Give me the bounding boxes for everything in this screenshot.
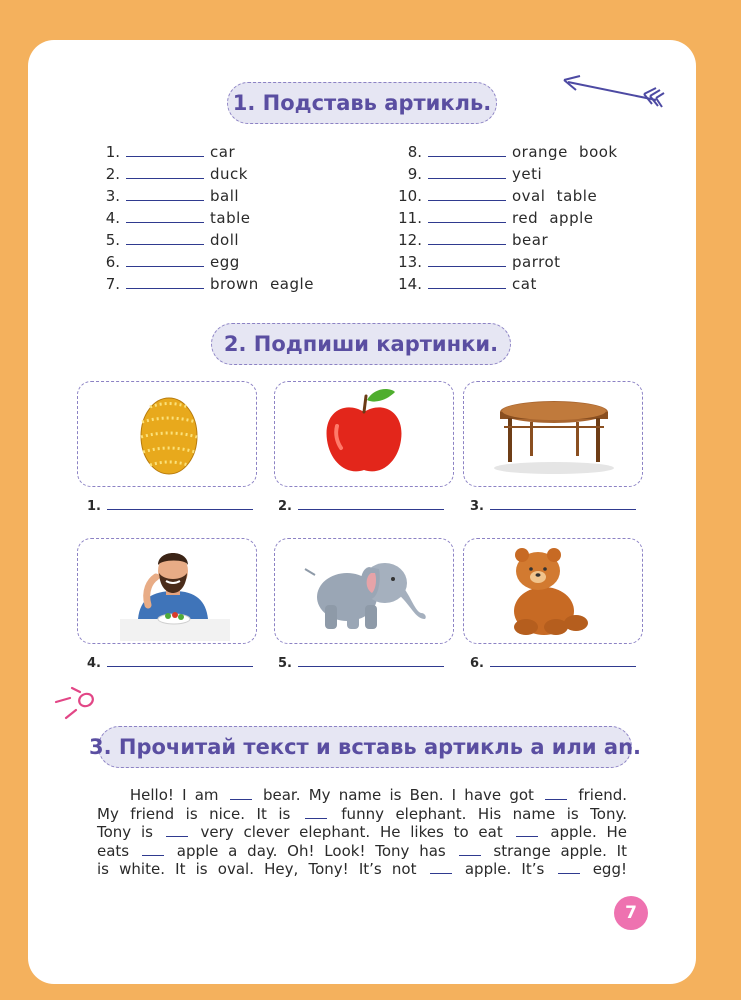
answer-blank[interactable] [126, 209, 204, 223]
list-item [92, 164, 248, 184]
text-segment: eats [97, 841, 130, 860]
answer-blank[interactable] [107, 497, 253, 510]
text-segment: apple. He [550, 823, 628, 841]
answer-blank[interactable] [126, 253, 204, 267]
answer-blank[interactable] [126, 143, 204, 157]
answer-blank[interactable] [298, 497, 444, 510]
picture-label [470, 497, 636, 515]
list-item [394, 274, 537, 294]
section1-title: 1. Подставь артикль. [227, 82, 497, 124]
text-segment: apple a day. Oh! Look! Tony has [176, 841, 446, 860]
item-word: table [210, 209, 251, 227]
list-item [92, 186, 239, 206]
item-number: 5. [105, 231, 120, 249]
picture-label [278, 497, 444, 515]
picture-card-apple [274, 381, 454, 487]
item-word: egg [210, 253, 240, 271]
article-blank[interactable] [516, 824, 538, 837]
item-number: 10. [398, 187, 422, 205]
answer-blank[interactable] [490, 654, 636, 667]
red-apple-icon [275, 382, 455, 488]
answer-blank[interactable] [126, 231, 204, 245]
item-word: yeti [512, 165, 543, 183]
text-segment: bear. My name is Ben. I have got [262, 786, 534, 804]
label-number: 4. [87, 656, 101, 671]
picture-label [87, 497, 253, 515]
label-number: 6. [470, 656, 484, 671]
answer-blank[interactable] [428, 143, 506, 157]
item-word: duck [210, 165, 248, 183]
article-blank[interactable] [558, 861, 580, 874]
label-number: 5. [278, 656, 292, 671]
golden-egg-icon [78, 382, 258, 488]
picture-label [278, 654, 444, 672]
list-item [394, 142, 618, 162]
page-number-badge: 7 [614, 896, 648, 930]
article-blank[interactable] [230, 787, 252, 800]
item-number: 4. [105, 209, 120, 227]
list-item [92, 142, 235, 162]
article-blank[interactable] [166, 824, 188, 837]
picture-label [470, 654, 636, 672]
label-number: 2. [278, 499, 292, 514]
picture-card-egg [77, 381, 257, 487]
item-number: 8. [407, 143, 422, 161]
answer-blank[interactable] [428, 165, 506, 179]
text-segment: apple. It’s [464, 860, 545, 878]
article-blank[interactable] [305, 806, 327, 819]
item-number: 12. [398, 231, 422, 249]
answer-blank[interactable] [126, 165, 204, 179]
text-segment: egg! [592, 860, 627, 878]
picture-card-elephant [274, 538, 454, 644]
answer-blank[interactable] [126, 275, 204, 289]
item-word: ball [210, 187, 240, 205]
label-number: 3. [470, 499, 484, 514]
answer-blank[interactable] [107, 654, 253, 667]
list-item [394, 186, 597, 206]
item-number: 3. [105, 187, 120, 205]
label-number: 1. [87, 499, 101, 514]
item-number: 2. [105, 165, 120, 183]
item-number: 6. [105, 253, 120, 271]
list-item [92, 252, 240, 272]
text-line [97, 842, 627, 861]
item-word: parrot [512, 253, 561, 271]
item-word: orange book [512, 143, 618, 161]
text-line [97, 823, 627, 842]
text-line [97, 786, 627, 805]
list-item [394, 230, 548, 250]
section2-title: 2. Подпиши картинки. [211, 323, 511, 365]
bear-icon [464, 539, 644, 645]
item-word: cat [512, 275, 537, 293]
item-word: brown eagle [210, 275, 314, 293]
item-number: 11. [398, 209, 422, 227]
text-segment: Hello! I am [129, 786, 219, 804]
text-segment: is white. It is oval. Hey, Tony! It’s not [97, 860, 417, 878]
item-word: red apple [512, 209, 594, 227]
item-word: oval table [512, 187, 598, 205]
answer-blank[interactable] [490, 497, 636, 510]
sparkle-icon [52, 684, 102, 726]
text-line [97, 805, 627, 824]
man-eating-icon [78, 539, 258, 645]
picture-card-bear [463, 538, 643, 644]
list-item [394, 208, 594, 228]
item-number: 14. [398, 275, 422, 293]
answer-blank[interactable] [428, 231, 506, 245]
article-blank[interactable] [430, 861, 452, 874]
item-word: bear [512, 231, 549, 249]
answer-blank[interactable] [126, 187, 204, 201]
item-number: 13. [398, 253, 422, 271]
picture-label [87, 654, 253, 672]
reading-text [97, 786, 627, 879]
article-blank[interactable] [142, 843, 164, 856]
list-item [394, 164, 542, 184]
list-item [92, 208, 251, 228]
list-item [92, 230, 239, 250]
picture-card-table [463, 381, 643, 487]
answer-blank[interactable] [428, 187, 506, 201]
item-number: 9. [407, 165, 422, 183]
section3-title: 3. Прочитай текст и вставь артикль a или an. [98, 726, 632, 768]
text-segment: friend. [578, 786, 627, 804]
article-blank[interactable] [545, 787, 567, 800]
text-segment: very clever elephant. He likes to eat [200, 823, 503, 841]
text-line [97, 860, 627, 879]
item-number: 1. [105, 143, 120, 161]
round-table-icon [464, 382, 644, 488]
text-segment: My friend is nice. It is [97, 804, 291, 823]
answer-blank[interactable] [298, 654, 444, 667]
list-item [92, 274, 314, 294]
item-word: doll [210, 231, 240, 249]
text-segment: strange apple. It [493, 841, 627, 860]
elephant-icon [275, 539, 455, 645]
item-number: 7. [105, 275, 120, 293]
text-segment: Tony is [97, 823, 153, 841]
answer-blank[interactable] [428, 253, 506, 267]
picture-card-man [77, 538, 257, 644]
item-word: car [210, 143, 236, 161]
text-segment: funny elephant. His name is Tony. [341, 804, 627, 823]
answer-blank[interactable] [428, 209, 506, 223]
article-blank[interactable] [459, 843, 481, 856]
arrow-icon [560, 74, 666, 110]
answer-blank[interactable] [428, 275, 506, 289]
list-item [394, 252, 561, 272]
